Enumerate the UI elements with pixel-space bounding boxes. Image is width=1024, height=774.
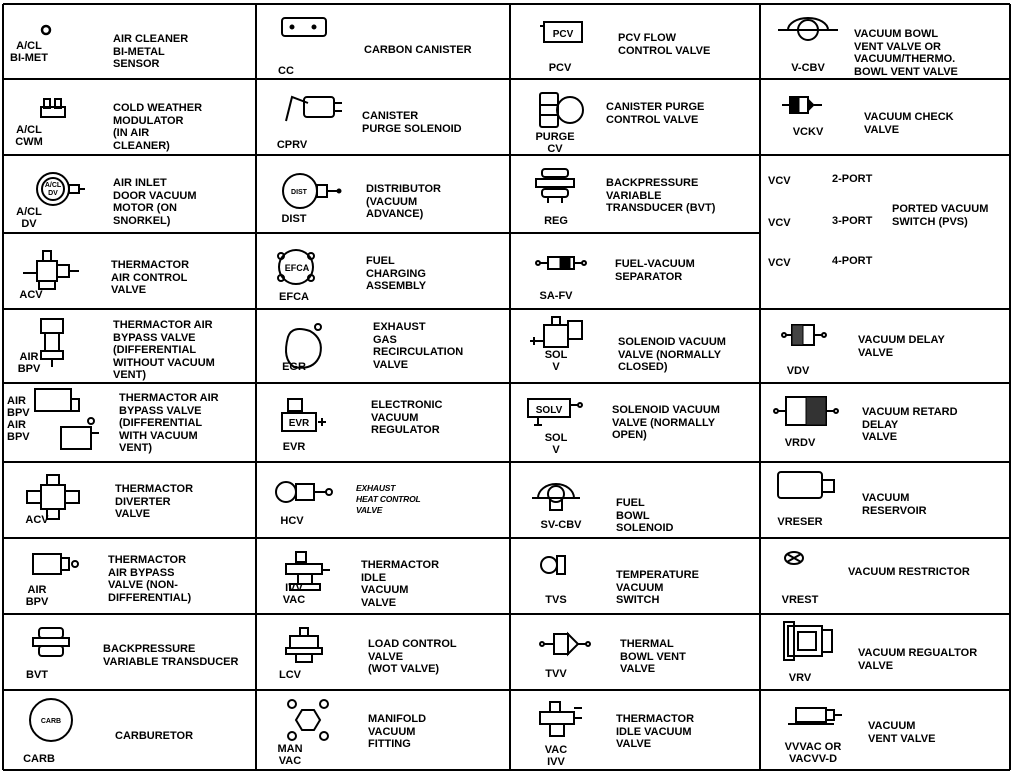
pcv-valve-icon <box>540 18 610 88</box>
symbol-description: THERMACTOR AIR BYPASS VALVE (NON- DIFFERENTIAL) <box>108 554 192 604</box>
symbol-description: TEMPERATURE VACUUM SWITCH <box>616 569 699 606</box>
symbol-description: THERMACTOR DIVERTER VALVE <box>115 483 194 520</box>
legend-cell <box>256 309 510 383</box>
pvs-abbreviation: VCV <box>768 217 791 229</box>
legend-cell <box>510 4 760 79</box>
symbol-description: THERMACTOR AIR CONTROL VALVE <box>111 259 190 296</box>
symbol-description: PCV FLOW CONTROL VALVE <box>618 32 711 57</box>
legend-cell <box>760 690 1010 770</box>
load-control-valve-icon <box>286 628 356 698</box>
legend-cell <box>510 309 760 383</box>
legend-cell <box>3 383 256 462</box>
pvs-abbreviation: VCV <box>768 257 791 269</box>
symbol-abbreviation: A/CL DV <box>16 206 42 230</box>
symbol-abbreviation: IVV VAC <box>282 582 306 606</box>
symbol-abbreviation: VDV <box>786 365 810 377</box>
legend-cell <box>256 79 510 155</box>
symbol-abbreviation: A/CL CWM <box>15 124 43 148</box>
symbol-abbreviation: LCV <box>279 669 301 681</box>
symbol-abbreviation: CC <box>278 65 294 77</box>
symbol-description: VACUUM DELAY VALVE <box>858 334 945 359</box>
symbol-description: AIR INLET DOOR VACUUM MOTOR (ON SNORKEL) <box>113 177 197 227</box>
symbol-abbreviation: ACV <box>19 289 43 301</box>
symbol-abbreviation: EVR <box>282 441 306 453</box>
symbol-description: VACUUM RESERVOIR <box>862 492 927 517</box>
symbol-description: BACKPRESSURE VARIABLE TRANSDUCER <box>103 643 239 668</box>
retard-delay-valve-icon <box>774 395 844 465</box>
symbol-description: COLD WEATHER MODULATOR (IN AIR CLEANER) <box>113 102 203 152</box>
symbol-abbreviation: A/CL BI-MET <box>10 40 48 64</box>
symbol-abbreviation: ACV <box>25 514 49 526</box>
legend-cell <box>256 462 510 538</box>
legend-cell <box>510 538 760 614</box>
symbol-description: THERMACTOR IDLE VACUUM VALVE <box>616 713 695 750</box>
legend-cell <box>256 155 510 233</box>
legend-cell <box>510 233 760 309</box>
legend-cell <box>3 233 256 309</box>
legend-cell <box>510 690 760 770</box>
legend-cell <box>256 233 510 309</box>
legend-cell <box>3 538 256 614</box>
carbon-canister-icon <box>282 18 352 88</box>
svg-text:SOLV: SOLV <box>535 405 563 416</box>
legend-cell <box>760 538 1010 614</box>
symbol-abbreviation: AIR BPV AIR BPV <box>7 395 30 443</box>
legend-cell <box>256 4 510 79</box>
symbol-description: SOLENOID VACUUM VALVE (NORMALLY CLOSED) <box>618 336 726 373</box>
svg-text:A/CL: A/CL <box>44 182 62 189</box>
svg-text:CARB: CARB <box>40 718 62 725</box>
symbol-abbreviation: HCV <box>280 515 304 527</box>
air-control-valve-icon <box>23 247 93 317</box>
legend-cell <box>256 538 510 614</box>
pvs-abbreviation: VCV <box>768 175 791 187</box>
symbol-description: FUEL BOWL SOLENOID <box>616 497 674 534</box>
symbol-description: VACUUM BOWL VENT VALVE OR VACUUM/THERMO. BOWL VENT VALVE <box>854 28 958 78</box>
symbol-description: VACUUM CHECK VALVE <box>864 111 954 136</box>
symbol-abbreviation: SOL V <box>544 349 568 373</box>
legend-cell <box>3 614 256 690</box>
legend-cell <box>510 383 760 462</box>
symbol-description: PORTED VACUUM SWITCH (PVS) <box>892 203 989 228</box>
symbol-abbreviation: SV-CBV <box>540 519 582 531</box>
symbol-abbreviation: MAN VAC <box>277 743 303 767</box>
symbol-description: CANISTER PURGE SOLENOID <box>362 110 462 135</box>
legend-cell <box>256 614 510 690</box>
air-bypass-valve-vent-icon <box>35 389 105 459</box>
legend-cell <box>760 155 1010 309</box>
symbol-description: AIR CLEANER BI-METAL SENSOR <box>113 33 189 70</box>
symbol-abbreviation: VCKV <box>792 126 824 138</box>
legend-cell <box>3 462 256 538</box>
symbol-abbreviation: SA-FV <box>539 290 573 302</box>
symbol-description: BACKPRESSURE VARIABLE TRANSDUCER (BVT) <box>606 177 716 214</box>
symbol-description: VACUUM REGUALTOR VALVE <box>858 647 978 672</box>
symbol-abbreviation: EGR <box>282 361 306 373</box>
legend-cell <box>256 383 510 462</box>
pvs-port-label: 2-PORT <box>832 173 873 185</box>
symbol-abbreviation: AIR BPV <box>17 351 41 375</box>
svg-text:EFCA: EFCA <box>284 263 310 273</box>
vacuum-reservoir-icon <box>778 472 848 542</box>
purge-solenoid-icon <box>282 93 352 163</box>
symbol-abbreviation: PURGE CV <box>535 131 575 155</box>
symbol-description: VACUUM RESTRICTOR <box>848 566 970 578</box>
symbol-description: THERMACTOR AIR BYPASS VALVE (DIFFERENTIAL WITH VACUUM VENT) <box>119 392 219 454</box>
symbol-abbreviation: BVT <box>26 669 48 681</box>
legend-cell <box>3 155 256 233</box>
legend-cell <box>760 462 1010 538</box>
symbol-abbreviation: VRESER <box>777 516 823 528</box>
ported-vacuum-switch-icon <box>760 155 830 225</box>
legend-cell <box>760 79 1010 155</box>
symbol-abbreviation: EFCA <box>279 291 309 303</box>
legend-cell <box>760 309 1010 383</box>
symbol-description: FUEL CHARGING ASSEMBLY <box>366 255 427 292</box>
symbol-abbreviation: TVS <box>545 594 567 606</box>
symbol-description: FUEL-VACUUM SEPARATOR <box>615 258 695 283</box>
symbol-abbreviation: CPRV <box>276 139 308 151</box>
legend-cell <box>3 309 256 383</box>
svg-text:DIST: DIST <box>291 189 307 196</box>
symbol-description: CARBON CANISTER <box>364 44 472 56</box>
legend-cell <box>510 79 760 155</box>
backpressure-transducer-icon <box>33 628 103 698</box>
bvt-regulator-icon <box>536 169 606 239</box>
vacuum-restrictor-icon <box>784 550 854 620</box>
symbol-abbreviation: REG <box>544 215 568 227</box>
symbol-abbreviation: V-CBV <box>791 62 825 74</box>
symbol-abbreviation: AIR BPV <box>25 584 49 608</box>
symbol-abbreviation: VRDV <box>784 437 816 449</box>
symbol-abbreviation: VAC IVV <box>544 744 568 768</box>
symbol-abbreviation: VREST <box>781 594 819 606</box>
legend-cell <box>760 383 1010 462</box>
symbol-abbreviation: TVV <box>545 668 567 680</box>
symbol-description: SOLENOID VACUUM VALVE (NORMALLY OPEN) <box>612 404 720 441</box>
symbol-description: VACUUM RETARD DELAY VALVE <box>862 406 958 443</box>
symbol-description: MANIFOLD VACUUM FITTING <box>368 713 427 750</box>
legend-cell <box>3 4 256 79</box>
symbol-abbreviation: PCV <box>548 62 572 74</box>
pvs-port-label: 3-PORT <box>832 215 873 227</box>
legend-cell <box>510 614 760 690</box>
svg-text:EVR: EVR <box>288 418 310 429</box>
legend-cell <box>760 4 1010 79</box>
fuel-bowl-solenoid-icon <box>532 476 602 546</box>
svg-text:DV: DV <box>48 190 58 197</box>
symbol-description: CARBURETOR <box>115 730 194 742</box>
bowl-vent-valve-icon <box>778 18 848 88</box>
symbol-abbreviation: DIST <box>281 213 307 225</box>
symbol-description: CANISTER PURGE CONTROL VALVE <box>606 101 705 126</box>
symbol-description: THERMACTOR AIR BYPASS VALVE (DIFFERENTIAL WITHOUT VACUUM VENT) <box>113 319 215 381</box>
vacuum-regulator-icon <box>282 399 352 469</box>
symbol-abbreviation: VRV <box>788 672 812 684</box>
symbol-description: LOAD CONTROL VALVE (WOT VALVE) <box>368 638 457 675</box>
symbol-abbreviation: VVVAC OR VACVV-D <box>784 741 842 765</box>
symbol-abbreviation: CARB <box>23 753 55 765</box>
symbol-description: DISTRIBUTOR (VACUUM ADVANCE) <box>366 183 441 220</box>
symbol-description: EXHAUST GAS RECIRCULATION VALVE <box>373 321 464 371</box>
symbol-description: ELECTRONIC VACUUM REGULATOR <box>371 399 443 436</box>
fuel-charging-assembly-icon <box>272 247 342 317</box>
symbol-description: EXHAUST HEAT CONTROL VALVE <box>356 483 421 515</box>
legend-cell <box>510 155 760 233</box>
pvs-port-label: 4-PORT <box>832 255 873 267</box>
symbol-description: VACUUM VENT VALVE <box>868 720 936 745</box>
svg-text:PCV: PCV <box>552 29 574 40</box>
legend-cell <box>510 462 760 538</box>
symbol-description: THERMACTOR IDLE VACUUM VALVE <box>361 559 440 609</box>
legend-cell <box>3 79 256 155</box>
symbol-abbreviation: SOL V <box>544 432 568 456</box>
legend-cell <box>256 690 510 770</box>
diverter-valve-icon <box>27 475 97 545</box>
symbol-description: THERMAL BOWL VENT VALVE <box>620 638 686 675</box>
legend-cell <box>3 690 256 770</box>
legend-cell <box>760 614 1010 690</box>
